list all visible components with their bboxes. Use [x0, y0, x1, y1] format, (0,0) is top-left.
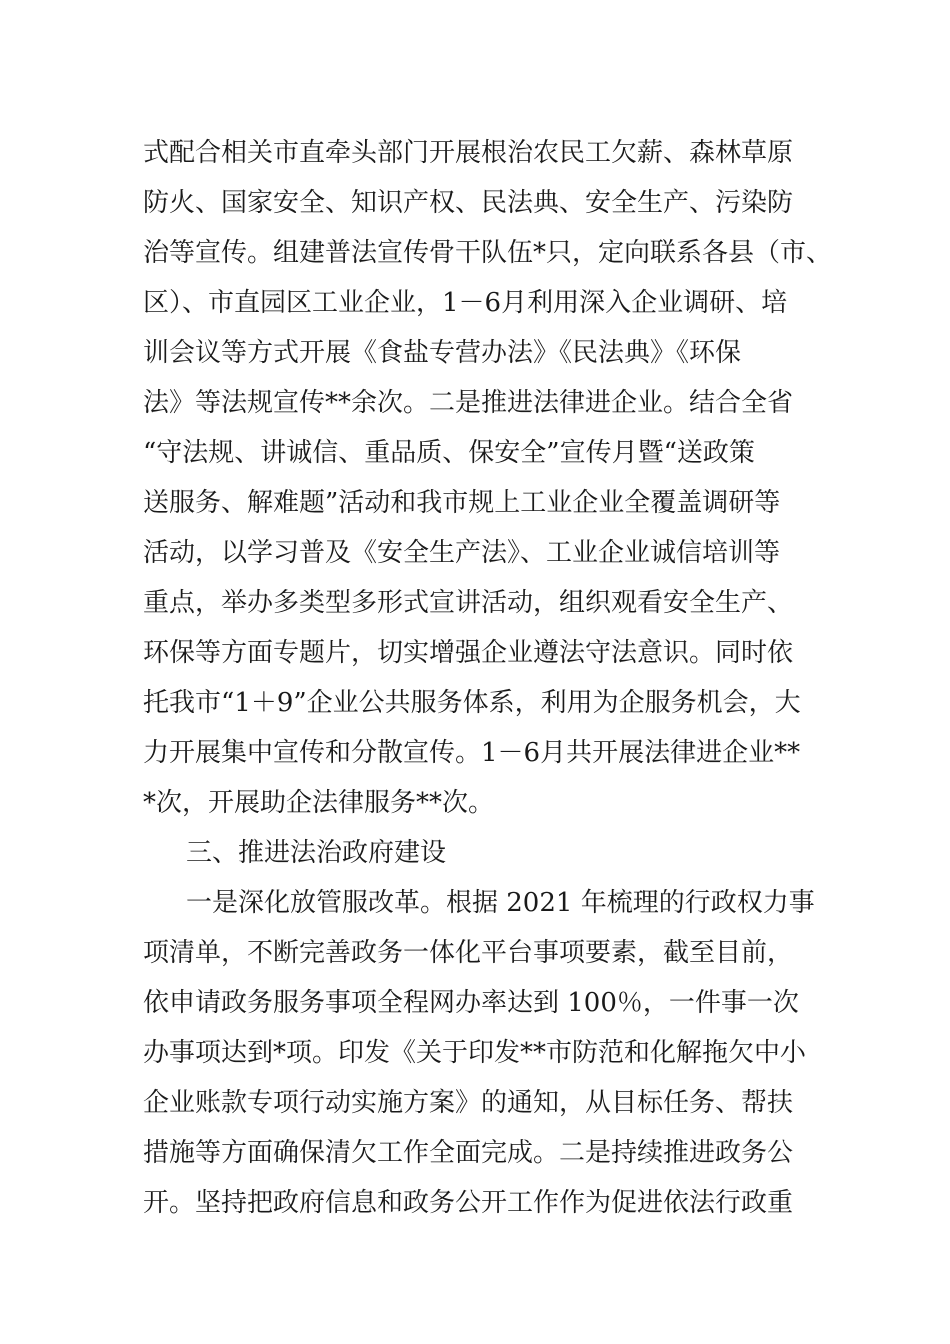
text-line: 区）、市直园区工业企业，1－6月利用深入企业调研、培 — [143, 288, 788, 318]
text-line: 依申请政务服务事项全程网办率达到 100％，一件事一次 — [143, 988, 799, 1018]
text-line: 治等宣传。组建普法宣传骨干队伍*只，定向联系各县（市、 — [143, 238, 833, 268]
text-line: 措施等方面确保清欠工作全面完成。二是持续推进政务公 — [143, 1138, 794, 1168]
text-line: 一是深化放管服改革。根据 2021 年梳理的行政权力事 — [186, 888, 815, 918]
text-line: 式配合相关市直牵头部门开展根治农民工欠薪、森林草原 — [143, 138, 794, 168]
text-line: 训会议等方式开展《食盐专营办法》《民法典》《环保 — [143, 338, 742, 368]
text-line: 办事项达到*项。印发《关于印发**市防范和化解拖欠中小 — [143, 1038, 807, 1068]
text-line: 环保等方面专题片，切实增强企业遵法守法意识。同时依 — [143, 638, 794, 668]
text-line: 企业账款专项行动实施方案》的通知，从目标任务、帮扶 — [143, 1088, 794, 1118]
text-line: 送服务、解难题”活动和我市规上工业企业全覆盖调研等 — [143, 488, 781, 518]
text-line: 托我市“1＋9”企业公共服务体系，利用为企服务机会，大 — [143, 688, 801, 718]
text-line: 活动，以学习普及《安全生产法》、工业企业诚信培训等 — [143, 538, 781, 568]
text-line: 防火、国家安全、知识产权、民法典、安全生产、污染防 — [143, 188, 794, 218]
text-line: 开。坚持把政府信息和政务公开工作作为促进依法行政重 — [143, 1188, 794, 1218]
text-line: 力开展集中宣传和分散宣传。1－6月共开展法律进企业** — [143, 738, 801, 768]
text-line: *次，开展助企法律服务**次。 — [143, 788, 495, 818]
text-line: “守法规、讲诚信、重品质、保安全”宣传月暨“送政策 — [143, 438, 755, 468]
section-heading: 三、推进法治政府建设 — [186, 838, 447, 868]
text-line: 重点，举办多类型多形式宣讲活动，组织观看安全生产、 — [143, 588, 794, 618]
text-line: 法》等法规宣传**余次。二是推进法律进企业。结合全省 — [143, 388, 794, 418]
text-line: 项清单，不断完善政务一体化平台事项要素，截至目前， — [143, 938, 794, 968]
